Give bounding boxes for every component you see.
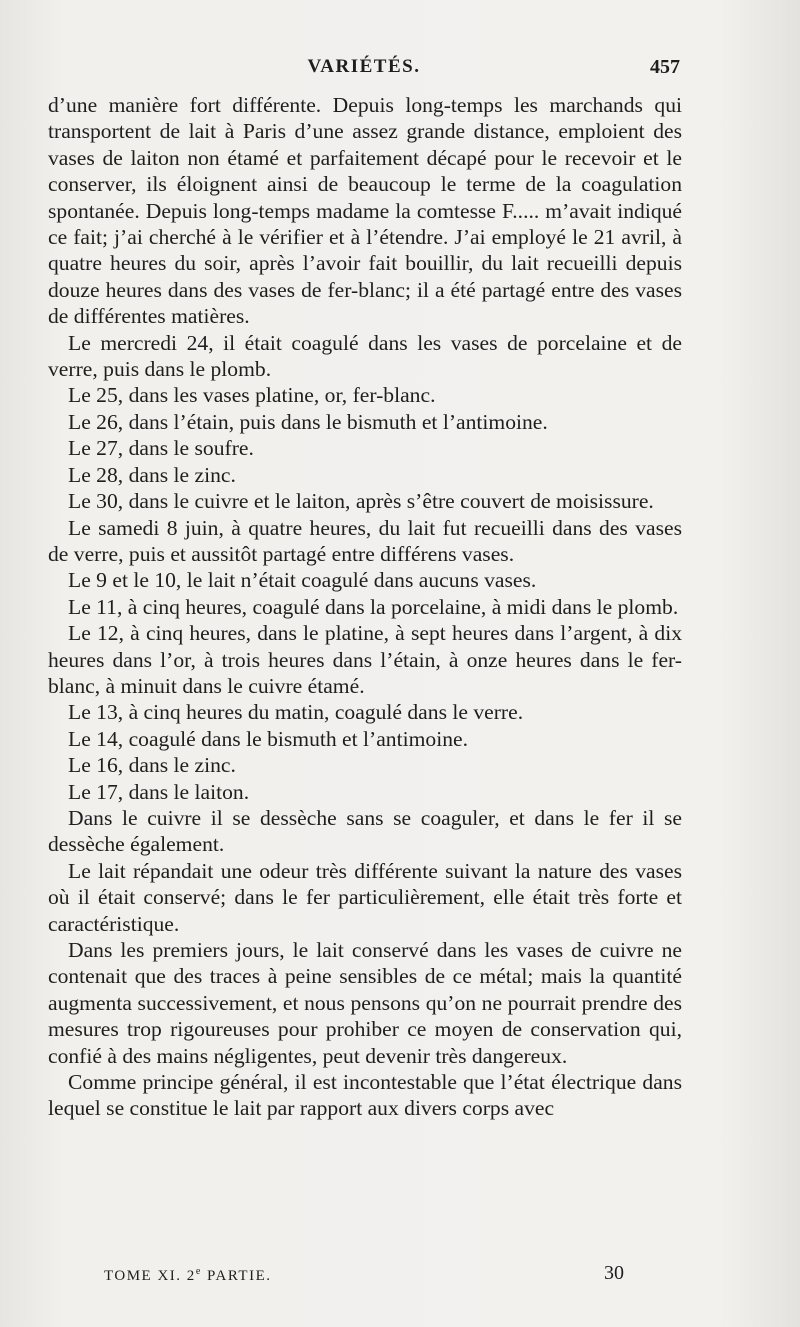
signature-suffix: PARTIE.: [201, 1268, 272, 1284]
paragraph: Le 28, dans le zinc.: [68, 462, 236, 487]
paragraph: Le 27, dans le soufre.: [68, 436, 254, 461]
paragraph: Dans les premiers jours, le lait conservé dans les vases de cuivre ne contenait que des traces à peine sensibles de ce métal; mais la quantité augmenta successivement, et nous pensons qu’on ne pourrait prendre des mesures trop rigoureuses pour prohiber ce moyen de conservation qui, confié à des mains négligentes, peut devenir très dangereux.: [48, 938, 682, 1068]
body-text: [48, 92, 682, 1122]
paragraph: Le samedi 8 juin, à quatre heures, du lait fut recueilli dans des vases de verre, puis et aussitôt partagé entre différens vases.: [48, 515, 682, 566]
paragraph: Le 14, coagulé dans le bismuth et l’antimoine.: [68, 726, 468, 751]
paragraph: Le 16, dans le zinc.: [68, 753, 236, 778]
paragraph: Le 13, à cinq heures du matin, coagulé dans le verre.: [68, 700, 524, 725]
signature-prefix: TOME XI. 2: [104, 1268, 196, 1284]
page-footer: [104, 1262, 624, 1290]
paragraph: d’une manière fort différente. Depuis long-temps les marchands qui transportent de lait à Paris d’une assez grande distance, emploient des vases de laiton non étamé et parfaitement décapé pour le recevoir et le conserver, ils éloignent ainsi de beaucoup le terme de la coagulation spontanée. Depuis long-temps madame la comtesse F..... m’avait indiqué ce fait; j’ai cherché à le vérifier et à l’étendre. J’ai employé le 21 avril, à quatre heures du soir, après l’avoir fait bouillir, du lait recueilli depuis douze heures dans des vases de fer-blanc; il a été partagé entre des vases de différentes matières.: [48, 93, 682, 329]
paragraph: Le 11, à cinq heures, coagulé dans la porcelaine, à midi dans le plomb.: [68, 594, 679, 619]
paragraph: Dans le cuivre il se dessèche sans se coaguler, et dans le fer il se dessèche également.: [48, 805, 682, 857]
paragraph: Le 9 et le 10, le lait n’était coagulé dans aucuns vases.: [68, 568, 537, 593]
paragraph: Le 17, dans le laiton.: [68, 779, 250, 804]
paragraph: Comme principe général, il est incontestable que l’état électrique dans lequel se constitue le lait par rapport aux divers corps avec: [48, 1070, 682, 1121]
paragraph: Le mercredi 24, il était coagulé dans les vases de porcelaine et de verre, puis dans le plomb.: [48, 330, 682, 382]
paragraph: Le 26, dans l’étain, puis dans le bismuth et l’antimoine.: [68, 409, 548, 434]
sheet-number: 30: [604, 1262, 624, 1284]
signature-superscript: e: [195, 1266, 202, 1277]
paragraph: Le 25, dans les vases platine, or, fer-blanc.: [68, 383, 436, 408]
running-title: VARIÉTÉS.: [307, 56, 421, 77]
paragraph: Le 12, à cinq heures, dans le platine, à sept heures dans l’argent, à dix heures dans l’or, à trois heures dans l’étain, à onze heures dans le fer-blanc, à minuit dans le cuivre étamé.: [48, 621, 682, 698]
running-head: [48, 56, 680, 84]
page-number: 457: [650, 56, 680, 78]
paragraph: Le 30, dans le cuivre et le laiton, après s’être couvert de moisissure.: [68, 489, 654, 514]
volume-signature: [104, 1266, 272, 1285]
paragraph: Le lait répandait une odeur très différente suivant la nature des vases où il était conservé; dans le fer particulièrement, elle était très forte et caractéristique.: [48, 858, 682, 936]
